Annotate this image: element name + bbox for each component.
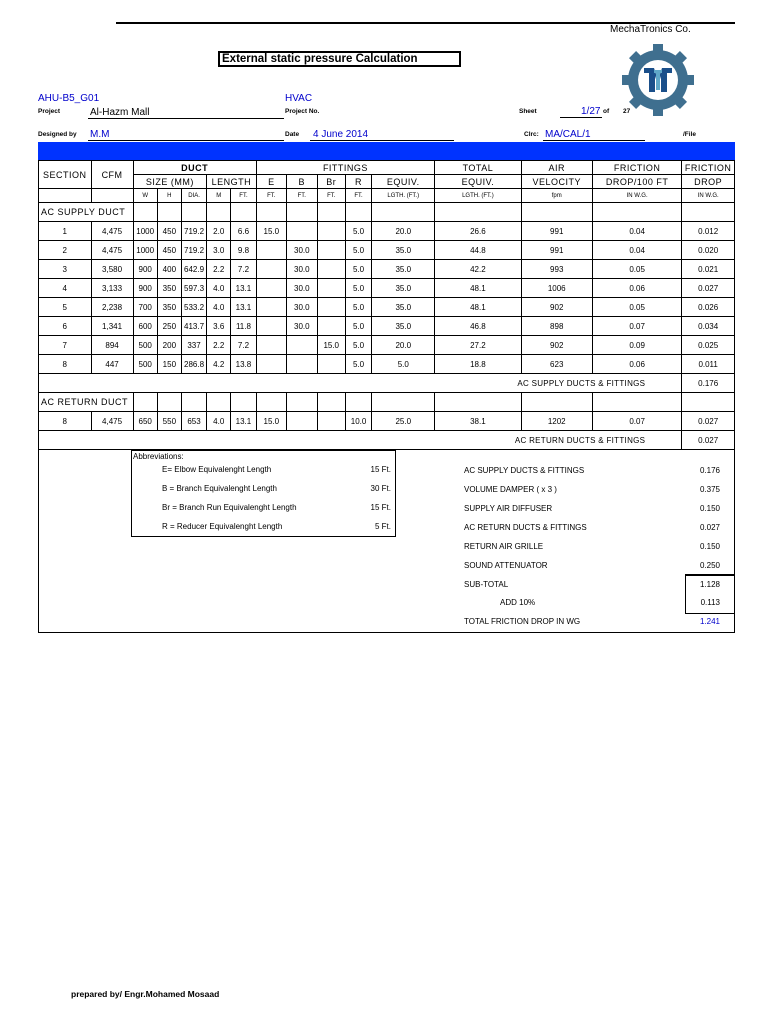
table-cell: 11.8 — [231, 317, 256, 336]
table-cell: 44.8 — [435, 241, 521, 260]
table-cell: 13.1 — [231, 298, 256, 317]
abbreviations-box — [131, 450, 396, 537]
summary-label: SOUND ATTENUATOR — [464, 561, 548, 570]
calc-value: MA/CAL/1 — [545, 129, 591, 140]
table-cell — [287, 222, 317, 241]
table-cell: 30.0 — [287, 317, 317, 336]
col-br: Br — [317, 175, 345, 189]
table-cell: 900 — [133, 260, 157, 279]
table-cell: 13.1 — [231, 412, 256, 431]
table-cell: 13.8 — [231, 355, 256, 374]
table-row — [39, 412, 735, 431]
table-cell: 0.09 — [592, 336, 681, 355]
table-cell: 3.0 — [207, 241, 231, 260]
table-cell — [287, 355, 317, 374]
table-cell: 642.9 — [181, 260, 206, 279]
table-cell: 0.020 — [682, 241, 735, 260]
unit-fpm: fpm — [521, 189, 592, 203]
summary-label: AC SUPPLY DUCTS & FITTINGS — [464, 466, 585, 475]
table-cell: 7.2 — [231, 260, 256, 279]
table-cell: 5.0 — [345, 298, 371, 317]
table-cell: 993 — [521, 260, 592, 279]
company-name: MechaTronics Co. — [610, 24, 691, 35]
sheet-label: Sheet — [519, 108, 537, 115]
supply-total-label: AC SUPPLY DUCTS & FITTINGS — [39, 374, 682, 393]
summary-value: 0.150 — [699, 504, 720, 513]
empty-cell — [682, 203, 735, 222]
table-cell — [317, 241, 345, 260]
abbreviation-text: B = Branch Equivalenght Length — [162, 484, 277, 493]
table-cell: 30.0 — [287, 279, 317, 298]
of-label: of — [603, 108, 610, 115]
table-cell: 200 — [157, 336, 181, 355]
table-cell: 650 — [133, 412, 157, 431]
unit-inwg2: IN W.G. — [682, 189, 735, 203]
empty-cell — [256, 203, 286, 222]
table-cell: 0.034 — [682, 317, 735, 336]
empty-cell — [592, 393, 681, 412]
table-cell: 653 — [181, 412, 206, 431]
table-cell: 719.2 — [181, 222, 206, 241]
summary-side-rule — [734, 458, 735, 555]
table-cell: 0.04 — [592, 222, 681, 241]
abbreviation-value: 15 Ft. — [370, 465, 391, 474]
table-cell: 7 — [39, 336, 92, 355]
table-cell: 719.2 — [181, 241, 206, 260]
unit-e: FT. — [256, 189, 286, 203]
add-value: 0.113 — [700, 598, 720, 607]
table-cell: 15.0 — [256, 412, 286, 431]
table-cell: 1006 — [521, 279, 592, 298]
table-cell: 5.0 — [345, 241, 371, 260]
table-cell: 8 — [39, 355, 92, 374]
project-value: Al-Hazm Mall — [90, 107, 150, 118]
table-cell: 0.011 — [682, 355, 735, 374]
unit-code: AHU-B5_G01 — [38, 93, 100, 104]
project-no-label: Project No. — [285, 108, 320, 115]
table-cell: 38.1 — [435, 412, 521, 431]
table-cell: 9.8 — [231, 241, 256, 260]
summary-value: 0.375 — [699, 485, 720, 494]
summary-label: RETURN AIR GRILLE — [464, 542, 544, 551]
table-cell — [317, 355, 345, 374]
table-cell: 3,133 — [91, 279, 133, 298]
table-cell: 35.0 — [372, 241, 435, 260]
table-cell: 35.0 — [372, 260, 435, 279]
table-cell: 902 — [521, 336, 592, 355]
empty-cell — [435, 203, 521, 222]
table-cell: 5 — [39, 298, 92, 317]
unit-inwg: IN W.G. — [592, 189, 681, 203]
designed-label: Designed by — [38, 131, 77, 138]
subtotal-rule — [685, 574, 735, 575]
table-row — [39, 279, 735, 298]
project-underline — [88, 118, 284, 119]
designed-underline — [88, 140, 284, 141]
empty-cell — [345, 203, 371, 222]
col-drop-per: DROP/100 FT — [592, 175, 681, 189]
col-cfm: CFM — [91, 161, 133, 189]
unit-w: W — [133, 189, 157, 203]
table-cell: 15.0 — [256, 222, 286, 241]
table-cell — [317, 260, 345, 279]
table-cell — [256, 317, 286, 336]
table-cell: 0.05 — [592, 260, 681, 279]
table-cell: 13.1 — [231, 279, 256, 298]
table-cell: 898 — [521, 317, 592, 336]
empty-cell — [317, 393, 345, 412]
table-cell: 350 — [157, 279, 181, 298]
unit-blank — [91, 189, 133, 203]
table-row — [39, 355, 735, 374]
unit-m: M — [207, 189, 231, 203]
table-cell: 0.027 — [682, 279, 735, 298]
empty-cell — [181, 393, 206, 412]
table-row — [39, 336, 735, 355]
table-cell: 6.6 — [231, 222, 256, 241]
table-cell: 286.8 — [181, 355, 206, 374]
table-cell: 5.0 — [345, 279, 371, 298]
table-cell: 1000 — [133, 222, 157, 241]
subtotal-label: SUB-TOTAL — [464, 580, 509, 589]
table-cell: 447 — [91, 355, 133, 374]
date-value: 4 June 2014 — [313, 129, 369, 140]
table-cell: 4 — [39, 279, 92, 298]
col-e: E — [256, 175, 286, 189]
table-cell: 4.0 — [207, 412, 231, 431]
empty-cell — [682, 393, 735, 412]
table-cell: 6 — [39, 317, 92, 336]
table-cell: 991 — [521, 241, 592, 260]
abbreviation-text: R = Reducer Equivalenght Length — [162, 522, 283, 531]
table-cell: 0.027 — [682, 412, 735, 431]
prepared-by: prepared by/ Engr.Mohamed Mosaad — [71, 989, 220, 999]
of-value: 27 — [623, 108, 631, 115]
table-row — [39, 241, 735, 260]
empty-cell — [256, 393, 286, 412]
empty-cell — [317, 203, 345, 222]
col-velocity: VELOCITY — [521, 175, 592, 189]
empty-cell — [521, 203, 592, 222]
table-cell: 4,475 — [91, 222, 133, 241]
unit-ft: FT. — [231, 189, 256, 203]
unit-blank — [39, 189, 92, 203]
table-cell: 902 — [521, 298, 592, 317]
table-row — [39, 260, 735, 279]
abbreviation-value: 30 Ft. — [370, 484, 391, 493]
table-cell — [256, 279, 286, 298]
table-cell — [317, 317, 345, 336]
empty-cell — [345, 393, 371, 412]
table-cell: 250 — [157, 317, 181, 336]
table-cell: 623 — [521, 355, 592, 374]
table-cell: 500 — [133, 355, 157, 374]
empty-cell — [372, 203, 435, 222]
date-underline — [310, 140, 454, 141]
summary-label: AC RETURN DUCTS & FITTINGS — [464, 523, 587, 532]
col-r: R — [345, 175, 371, 189]
subtotal-value: 1.128 — [699, 580, 720, 589]
table-cell: 0.021 — [682, 260, 735, 279]
table-cell: 48.1 — [435, 298, 521, 317]
table-cell: 26.6 — [435, 222, 521, 241]
table-cell: 0.012 — [682, 222, 735, 241]
return-total-value: 0.027 — [682, 431, 735, 450]
table-cell — [256, 298, 286, 317]
table-cell: 0.07 — [592, 317, 681, 336]
table-cell: 700 — [133, 298, 157, 317]
table-cell: 20.0 — [372, 222, 435, 241]
empty-cell — [133, 393, 157, 412]
table-cell: 1202 — [521, 412, 592, 431]
table-cell: 500 — [133, 336, 157, 355]
table-cell: 35.0 — [372, 298, 435, 317]
summary-label: VOLUME DAMPER ( x 3 ) — [464, 485, 557, 494]
discipline: HVAC — [285, 93, 313, 104]
table-cell: 46.8 — [435, 317, 521, 336]
summary-value: 0.176 — [699, 466, 720, 475]
table-cell: 27.2 — [435, 336, 521, 355]
table-cell: 5.0 — [345, 260, 371, 279]
table-cell: 597.3 — [181, 279, 206, 298]
header-band — [38, 142, 735, 160]
table-cell: 25.0 — [372, 412, 435, 431]
table-cell: 550 — [157, 412, 181, 431]
empty-cell — [231, 203, 256, 222]
table-row — [39, 222, 735, 241]
empty-cell — [181, 203, 206, 222]
empty-cell — [435, 393, 521, 412]
table-cell: 894 — [91, 336, 133, 355]
table-cell: 42.2 — [435, 260, 521, 279]
table-cell — [317, 298, 345, 317]
table-cell: 7.2 — [231, 336, 256, 355]
table-cell: 1 — [39, 222, 92, 241]
col-length: LENGTH — [207, 175, 256, 189]
table-cell — [256, 260, 286, 279]
col-size: SIZE (MM) — [133, 175, 207, 189]
empty-cell — [157, 203, 181, 222]
page-title: External static pressure Calculation — [218, 51, 461, 67]
table-cell — [256, 241, 286, 260]
table-cell: 533.2 — [181, 298, 206, 317]
abbreviation-value: 5 Ft. — [374, 522, 391, 531]
unit-b: FT. — [287, 189, 317, 203]
return-section-title: AC RETURN DUCT — [39, 393, 134, 412]
abbreviation-value: 15 Ft. — [370, 503, 391, 512]
empty-cell — [133, 203, 157, 222]
empty-cell — [157, 393, 181, 412]
table-cell: 350 — [157, 298, 181, 317]
duct-table — [38, 160, 735, 450]
project-label: Project — [38, 108, 61, 115]
table-cell: 4,475 — [91, 241, 133, 260]
table-cell: 0.025 — [682, 336, 735, 355]
designed-value: M.M — [90, 129, 110, 140]
table-cell: 15.0 — [317, 336, 345, 355]
empty-cell — [207, 203, 231, 222]
col-section: SECTION — [39, 161, 92, 189]
table-cell: 30.0 — [287, 298, 317, 317]
table-cell — [287, 412, 317, 431]
table-cell: 4.0 — [207, 279, 231, 298]
table-cell: 413.7 — [181, 317, 206, 336]
grand-total-label: TOTAL FRICTION DROP IN WG — [464, 617, 581, 626]
table-cell: 1,341 — [91, 317, 133, 336]
table-cell: 35.0 — [372, 317, 435, 336]
col-friction: FRICTION — [592, 161, 681, 175]
table-cell: 48.1 — [435, 279, 521, 298]
col-duct: DUCT — [133, 161, 256, 175]
table-cell: 150 — [157, 355, 181, 374]
table-cell: 2,238 — [91, 298, 133, 317]
table-cell: 10.0 — [345, 412, 371, 431]
summary-value: 0.250 — [699, 561, 720, 570]
empty-cell — [287, 203, 317, 222]
table-cell: 4.0 — [207, 298, 231, 317]
table-cell: 0.06 — [592, 279, 681, 298]
unit-total-lgth: LGTH. (FT.) — [435, 189, 521, 203]
table-cell — [317, 222, 345, 241]
unit-dia: DIA. — [181, 189, 206, 203]
sheet-value: 1/27 — [581, 106, 601, 117]
unit-lgth: LGTH. (FT.) — [372, 189, 435, 203]
table-cell: 2.2 — [207, 260, 231, 279]
table-cell: 3,580 — [91, 260, 133, 279]
table-cell: 30.0 — [287, 260, 317, 279]
table-cell: 2.0 — [207, 222, 231, 241]
col-air: AIR — [521, 161, 592, 175]
empty-cell — [207, 393, 231, 412]
abbreviation-text: E= Elbow Equivalenght Length — [162, 465, 272, 474]
table-cell: 5.0 — [345, 355, 371, 374]
col-friction2: FRICTION — [682, 161, 735, 175]
summary-value: 0.150 — [699, 542, 720, 551]
empty-cell — [231, 393, 256, 412]
table-cell: 5.0 — [345, 336, 371, 355]
table-cell: 991 — [521, 222, 592, 241]
table-cell: 0.04 — [592, 241, 681, 260]
table-cell: 18.8 — [435, 355, 521, 374]
table-cell: 0.05 — [592, 298, 681, 317]
table-cell: 337 — [181, 336, 206, 355]
table-cell — [256, 355, 286, 374]
table-cell: 35.0 — [372, 279, 435, 298]
table-cell: 8 — [39, 412, 92, 431]
table-cell: 0.06 — [592, 355, 681, 374]
calc-label: Clrc: — [524, 131, 539, 138]
supply-section-title: AC SUPPLY DUCT — [39, 203, 134, 222]
abbreviation-text: Br = Branch Run Equivalenght Length — [162, 503, 297, 512]
table-cell: 4.2 — [207, 355, 231, 374]
table-cell: 5.0 — [345, 317, 371, 336]
table-cell — [256, 336, 286, 355]
table-cell: 2.2 — [207, 336, 231, 355]
table-cell — [287, 336, 317, 355]
summary-label: SUPPLY AIR DIFFUSER — [464, 504, 553, 513]
table-cell: 0.026 — [682, 298, 735, 317]
table-row — [39, 298, 735, 317]
empty-cell — [521, 393, 592, 412]
table-cell: 5.0 — [345, 222, 371, 241]
unit-br: FT. — [317, 189, 345, 203]
col-total-equiv: EQUIV. — [435, 175, 521, 189]
col-b: B — [287, 175, 317, 189]
empty-cell — [287, 393, 317, 412]
supply-total-value: 0.176 — [682, 374, 735, 393]
table-cell: 20.0 — [372, 336, 435, 355]
table-cell: 3 — [39, 260, 92, 279]
summary-value: 0.027 — [699, 523, 720, 532]
col-drop: DROP — [682, 175, 735, 189]
abbreviations-title: Abbreviations: — [133, 452, 184, 461]
table-cell: 1000 — [133, 241, 157, 260]
table-cell: 900 — [133, 279, 157, 298]
table-cell: 400 — [157, 260, 181, 279]
col-equiv: EQUIV. — [372, 175, 435, 189]
table-cell: 2 — [39, 241, 92, 260]
table-cell: 4,475 — [91, 412, 133, 431]
return-total-label: AC RETURN DUCTS & FITTINGS — [39, 431, 682, 450]
unit-h: H — [157, 189, 181, 203]
table-cell: 600 — [133, 317, 157, 336]
table-cell: 0.07 — [592, 412, 681, 431]
date-label: Date — [285, 131, 300, 138]
col-total: TOTAL — [435, 161, 521, 175]
table-cell: 3.6 — [207, 317, 231, 336]
table-cell: 5.0 — [372, 355, 435, 374]
unit-r: FT. — [345, 189, 371, 203]
grand-total-value: 1.241 — [699, 617, 720, 626]
empty-cell — [372, 393, 435, 412]
col-fittings: FITTINGS — [256, 161, 435, 175]
table-cell: 450 — [157, 222, 181, 241]
add-label: ADD 10% — [500, 598, 536, 607]
calc-underline — [543, 140, 645, 141]
table-cell — [317, 279, 345, 298]
table-row — [39, 317, 735, 336]
table-cell: 450 — [157, 241, 181, 260]
table-cell — [317, 412, 345, 431]
sheet-underline — [560, 117, 602, 118]
empty-cell — [592, 203, 681, 222]
file-label: /File — [683, 131, 697, 138]
table-cell: 30.0 — [287, 241, 317, 260]
